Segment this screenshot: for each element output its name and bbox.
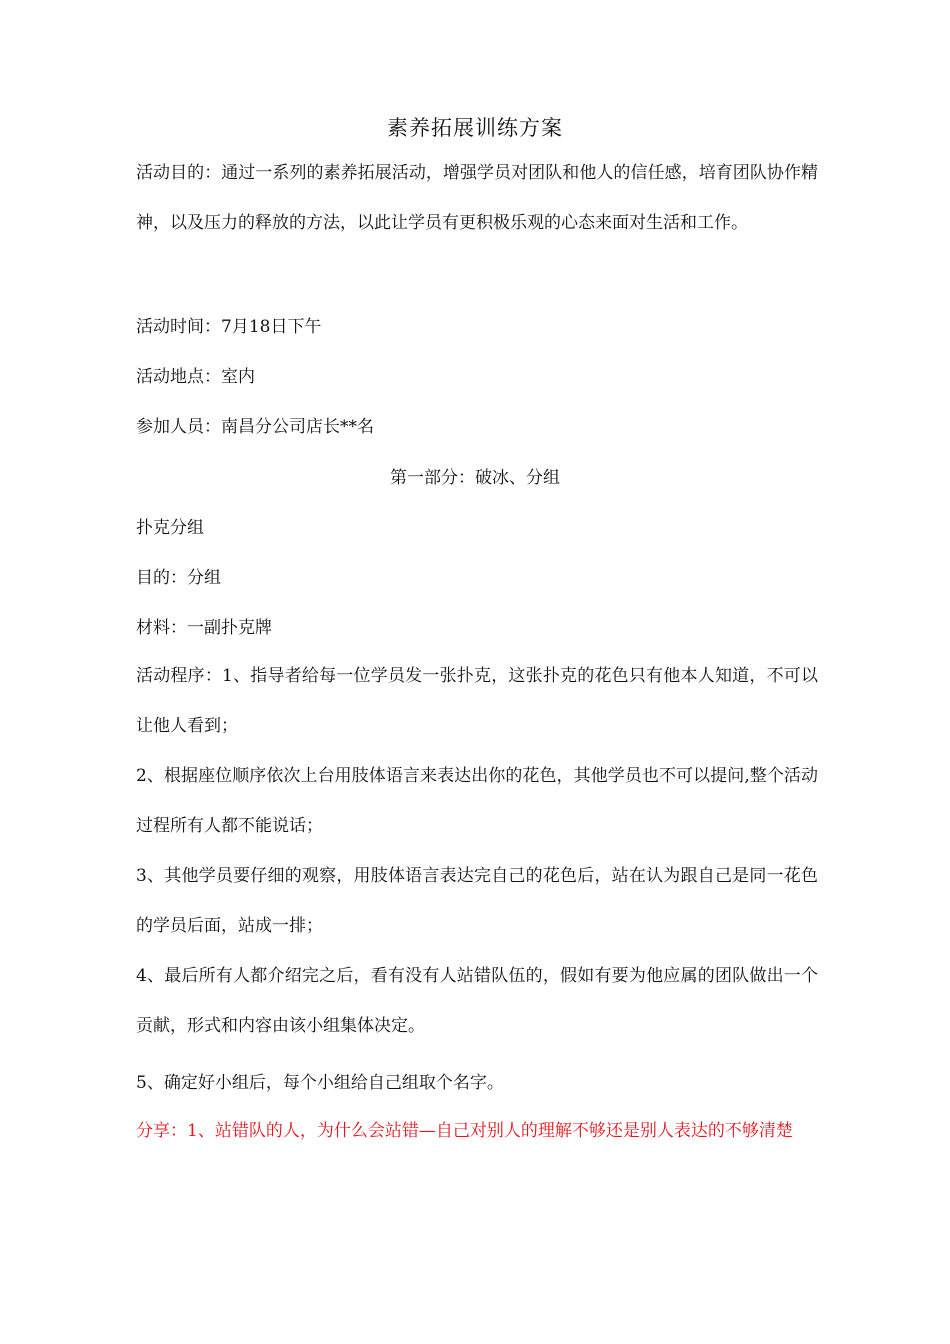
procedure-step-4: 4、最后所有人都介绍完之后，看有没有人站错队伍的，假如有要为他应属的团队做出一个贡献，形式和内容由该小组集体决定。 <box>136 966 818 1036</box>
time-line: 活动时间：7月18日下午 <box>136 317 322 337</box>
share-paragraph: 分享：1、站错队的人，为什么会站错—自己对别人的理解不够还是别人表达的不够清楚 <box>136 1121 793 1141</box>
procedure-step-5: 5、确定好小组后，每个小组给自己组取个名字。 <box>136 1073 504 1093</box>
section-heading: 第一部分：破冰、分组 <box>390 468 560 488</box>
activity-goal: 目的：分组 <box>136 568 221 588</box>
activity-name: 扑克分组 <box>136 518 204 538</box>
document-title: 素养拓展训练方案 <box>387 116 563 140</box>
participants-line: 参加人员：南昌分公司店长**名 <box>136 417 374 437</box>
purpose-paragraph: 活动目的：通过一系列的素养拓展活动，增强学员对团队和他人的信任感，培育团队协作精神，以及压力的释放的方法，以此让学员有更积极乐观的心态来面对生活和工作。 <box>136 163 818 233</box>
procedure-step-1: 活动程序：1、指导者给每一位学员发一张扑克，这张扑克的花色只有他本人知道，不可以让他人看到； <box>136 666 818 736</box>
procedure-step-3: 3、其他学员要仔细的观察，用肢体语言表达完自己的花色后，站在认为跟自己是同一花色的学员后面，站成一排； <box>136 866 818 936</box>
activity-materials: 材料：一副扑克牌 <box>136 618 272 638</box>
location-line: 活动地点：室内 <box>136 367 255 387</box>
procedure-step-2: 2、根据座位顺序依次上台用肢体语言来表达出你的花色，其他学员也不可以提问,整个活动过程所有人都不能说话； <box>136 766 818 836</box>
